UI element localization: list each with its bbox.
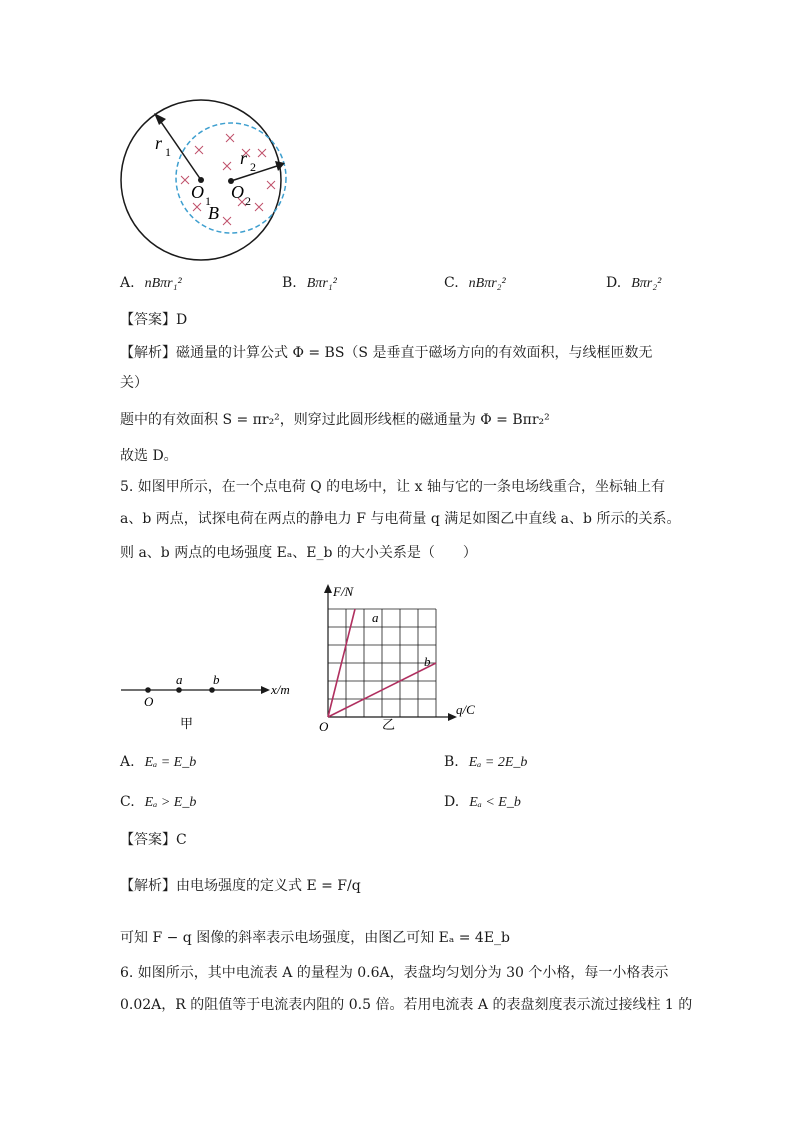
label-b: B	[208, 203, 219, 223]
label-o1-sub: 1	[205, 194, 211, 208]
q4-option-c-text: nBπr₂²	[468, 276, 506, 291]
label-o2: O	[231, 182, 244, 202]
label-point-a: a	[176, 672, 183, 687]
q5-option-c-text: Eₐ > E_b	[144, 795, 197, 810]
figure-jia-axis	[115, 668, 315, 738]
label-o2-sub: 2	[245, 194, 251, 208]
q4-option-c-label: C.	[444, 275, 459, 291]
f-q-chart	[310, 580, 490, 735]
point-a	[176, 687, 182, 693]
q4-analysis-line-4: 故选 D。	[120, 448, 178, 464]
q4-option-d[interactable]	[606, 273, 661, 294]
chart-y-label: F/N	[333, 584, 354, 599]
chart-grid	[328, 609, 436, 717]
q4-option-a-label: A.	[120, 275, 135, 291]
q6-stem-line-1: 6. 如图所示，其中电流表 A 的量程为 0.6A，表盘均匀划分为 30 个小格，每一小格表示	[120, 965, 669, 981]
q5-option-d[interactable]	[444, 792, 521, 813]
q5-stem-line-1: 5. 如图甲所示，在一个点电荷 Q 的电场中，让 x 轴与它的一条电场线重合，坐标轴上有	[120, 479, 665, 495]
q5-option-a-label: A.	[120, 754, 135, 770]
point-o	[145, 687, 151, 693]
chart-label-a: a	[372, 610, 379, 625]
q4-analysis-line-2: 关）	[120, 375, 148, 391]
label-r1: r	[155, 133, 163, 153]
caption-jia: 甲	[180, 716, 194, 731]
q5-option-c-label: C.	[120, 794, 135, 810]
q4-analysis-line-3: 题中的有效面积 S = πr₂²，则穿过此圆形线框的磁通量为 Φ = Bπr₂²	[120, 412, 550, 428]
q5-option-c[interactable]	[120, 792, 196, 813]
q5-option-d-text: Eₐ < E_b	[469, 795, 521, 810]
x-axis-arrowhead	[261, 686, 270, 694]
label-point-b: b	[213, 672, 220, 687]
q4-option-b[interactable]	[282, 273, 337, 294]
q5-option-a-text: Eₐ = E_b	[144, 755, 197, 770]
magnetic-field-figure	[115, 90, 315, 265]
q4-option-b-label: B.	[282, 275, 297, 291]
q5-option-b-label: B.	[444, 754, 459, 770]
q6-stem-line-2: 0.02A，R 的阻值等于电流表内阻的 0.5 倍。若用电流表 A 的表盘刻度表示流过接线柱 1 的	[120, 997, 693, 1013]
chart-y-axis-arrowhead	[324, 584, 332, 593]
label-point-o: O	[144, 694, 154, 709]
q4-option-b-text: Bπr₁²	[306, 276, 337, 291]
q4-analysis-line-1: 【解析】磁通量的计算公式 Φ = BS（S 是垂直于磁场方向的有效面积，与线框匝数无	[120, 345, 653, 361]
label-o1: O	[191, 182, 204, 202]
chart-x-label: q/C	[456, 702, 475, 717]
chart-label-b: b	[424, 654, 431, 669]
q4-option-d-text: Bπr₂²	[631, 276, 662, 291]
field-cross-marks	[181, 134, 275, 225]
label-r1-sub: 1	[165, 145, 171, 159]
label-r2-sub: 2	[250, 160, 256, 174]
q4-option-d-label: D.	[606, 275, 622, 291]
q4-option-a-text: nBπr₁²	[144, 276, 182, 291]
q4-option-c[interactable]	[444, 273, 506, 294]
chart-origin: O	[319, 719, 329, 734]
q5-option-a[interactable]	[120, 752, 196, 773]
q4-option-a[interactable]	[120, 273, 182, 294]
q5-analysis-line-2: 可知 F − q 图像的斜率表示电场强度，由图乙可知 Eₐ = 4E_b	[120, 930, 510, 946]
q5-option-b-text: Eₐ = 2E_b	[468, 755, 528, 770]
q5-stem-line-2: a、b 两点，试探电荷在两点的静电力 F 与电荷量 q 满足如图乙中直线 a、b 所示的关系。	[120, 511, 681, 527]
q4-answer: 【答案】D	[120, 312, 188, 328]
caption-yi: 乙	[382, 717, 396, 732]
q5-option-b[interactable]	[444, 752, 527, 773]
q5-stem-line-3: 则 a、b 两点的电场强度 Eₐ、E_b 的大小关系是（ ）	[120, 545, 477, 561]
r1-arrowhead	[154, 113, 166, 125]
point-b	[209, 687, 215, 693]
q5-analysis-line-1: 【解析】由电场强度的定义式 E = F/q	[120, 878, 361, 894]
label-x-axis: x/m	[271, 682, 290, 697]
q5-option-d-label: D.	[444, 794, 460, 810]
label-r2: r	[240, 148, 248, 168]
q5-answer: 【答案】C	[120, 832, 187, 848]
